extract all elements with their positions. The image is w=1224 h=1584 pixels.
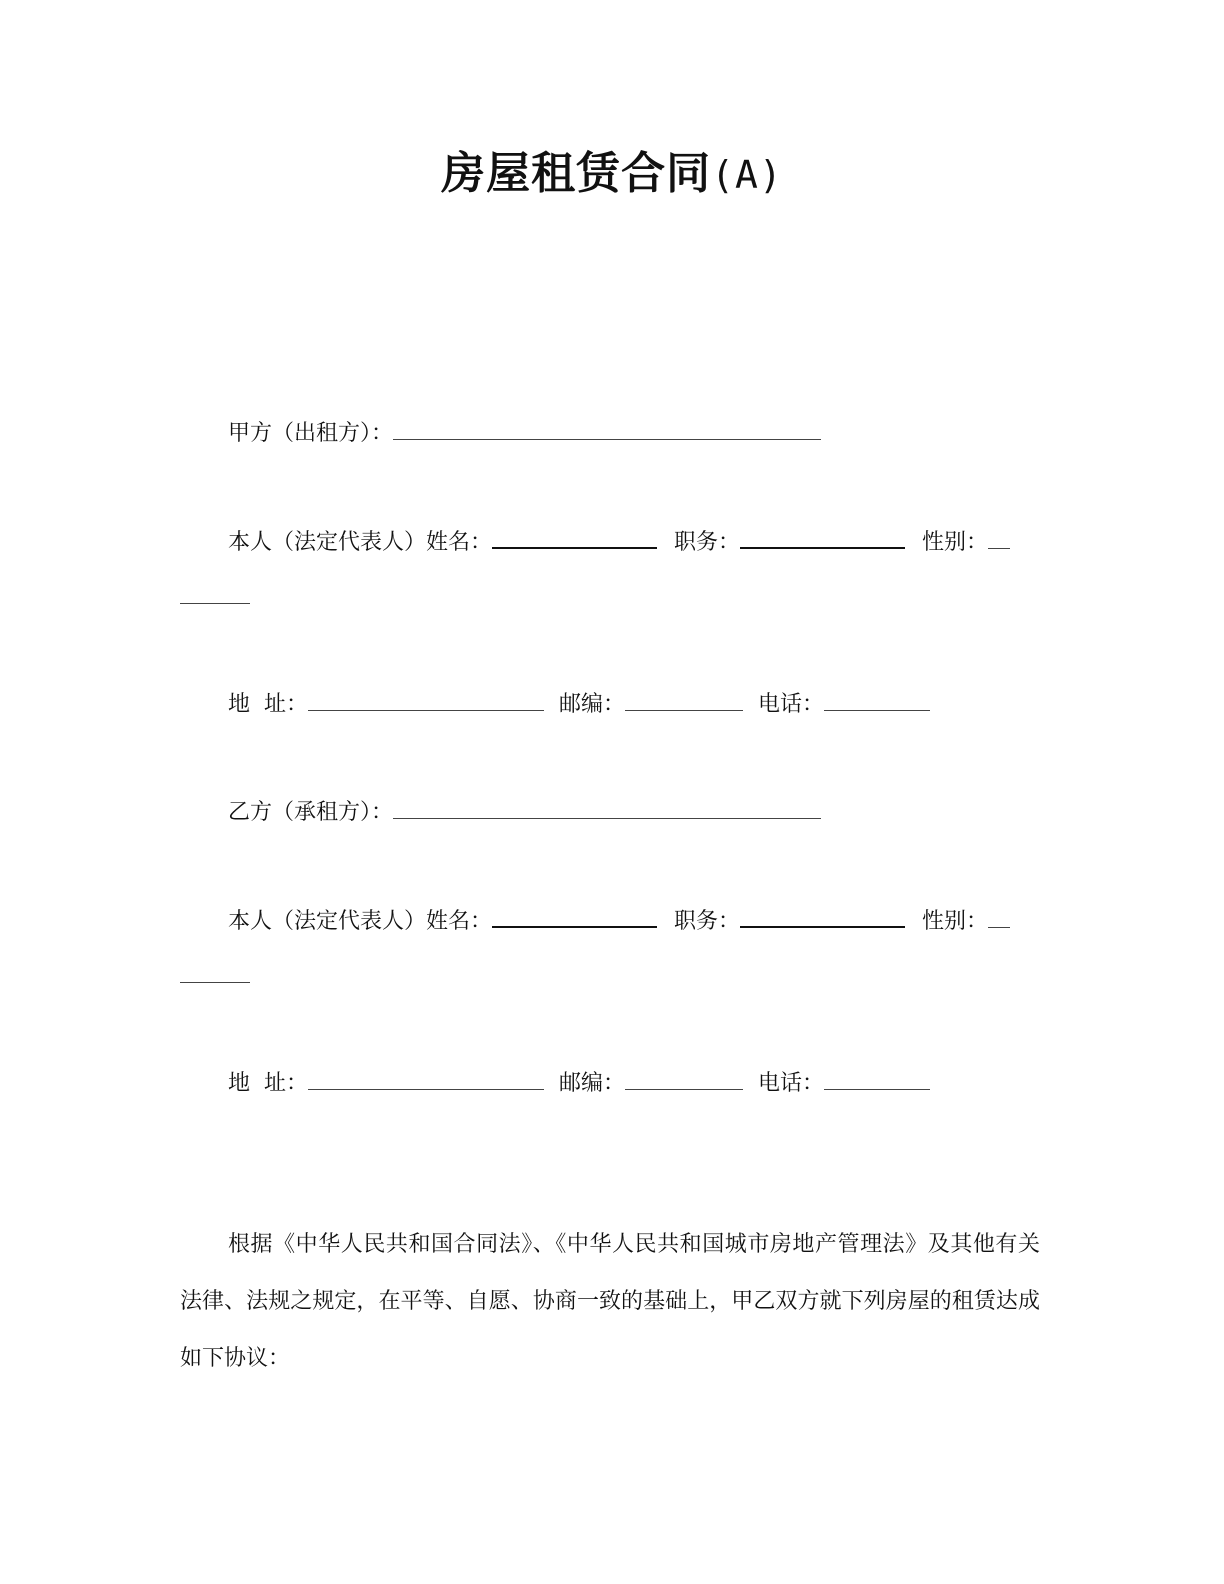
party-a-position-blank — [740, 523, 905, 549]
party-b-phone-label: 电话： — [758, 1071, 825, 1096]
party-a-blank — [393, 415, 821, 440]
party-a-postcode-blank — [625, 686, 743, 711]
party-b-address-label: 地 址： — [228, 1071, 308, 1096]
party-b-position-blank — [740, 902, 905, 928]
party-b-gender-blank-continued — [180, 981, 250, 983]
title-suffix: (A) — [711, 153, 783, 197]
party-b-line — [228, 794, 821, 828]
party-b-rep-name-label: 本人（法定代表人）姓名： — [228, 909, 493, 934]
preamble-paragraph: 根据《中华人民共和国合同法》、《中华人民共和国城市房地产管理法》及其他有关法律、法规之规定，在平等、自愿、协商一致的基础上，甲乙双方就下列房屋的租赁达成如下协议： — [180, 1232, 1040, 1371]
party-a-line — [228, 415, 821, 449]
party-b-postcode-blank — [625, 1065, 743, 1090]
party-a-label: 甲方（出租方）： — [228, 421, 394, 446]
party-b-rep-name-blank — [492, 902, 657, 928]
party-b-postcode-label: 邮编： — [559, 1071, 626, 1096]
party-b-label: 乙方（承租方）： — [228, 800, 394, 825]
party-a-rep-name-label: 本人（法定代表人）姓名： — [228, 530, 493, 555]
party-b-phone-blank — [824, 1065, 930, 1090]
party-b-address-line — [228, 1065, 930, 1099]
title-main: 房屋租赁合同 — [441, 148, 712, 199]
party-a-phone-label: 电话： — [758, 692, 825, 717]
party-b-blank — [393, 794, 821, 819]
party-a-rep-name-blank — [492, 523, 657, 549]
party-a-gender-blank — [988, 524, 1010, 549]
party-a-postcode-label: 邮编： — [559, 692, 626, 717]
party-a-gender-blank-continued — [180, 602, 250, 604]
party-b-position-label: 职务： — [674, 909, 741, 934]
party-a-gender-label: 性别： — [922, 530, 989, 555]
document-title — [0, 142, 1224, 207]
party-a-position-label: 职务： — [674, 530, 741, 555]
party-b-gender-label: 性别： — [922, 909, 989, 934]
party-b-address-blank — [308, 1065, 544, 1090]
party-b-rep-line — [228, 902, 1010, 937]
party-a-phone-blank — [824, 686, 930, 711]
party-a-address-label: 地 址： — [228, 692, 308, 717]
party-a-address-blank — [308, 686, 544, 711]
party-b-gender-blank — [988, 903, 1010, 928]
party-a-address-line — [228, 686, 930, 720]
party-a-rep-line — [228, 523, 1010, 558]
